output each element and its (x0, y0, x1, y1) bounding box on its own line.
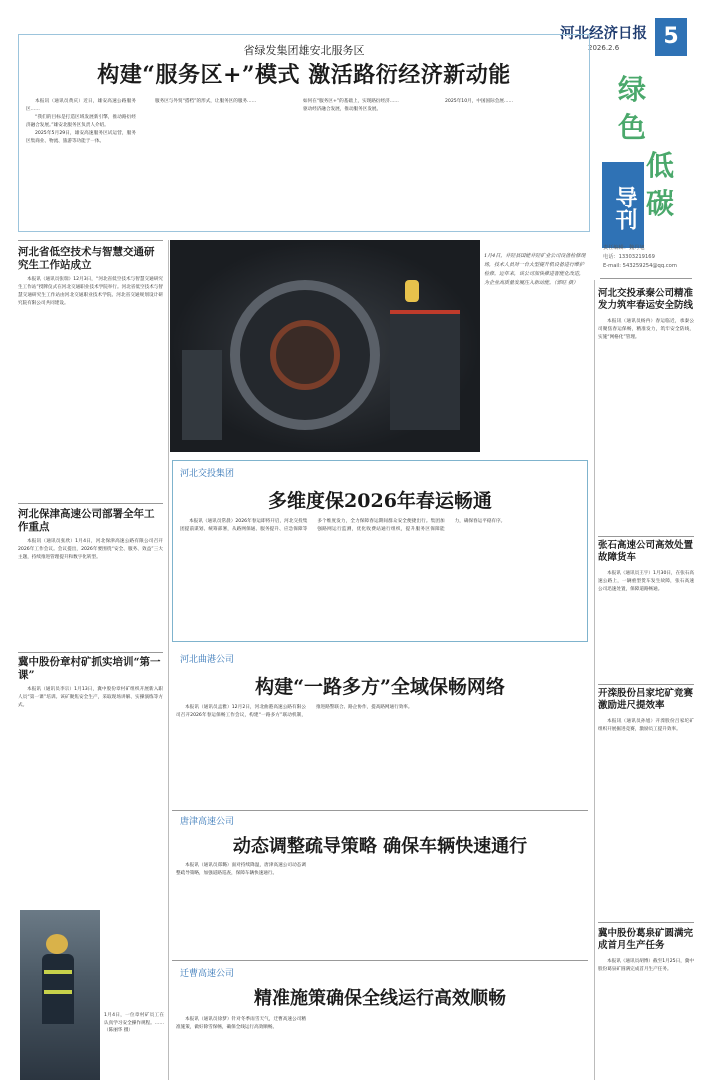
tangjin-label: 唐津高速公司 (180, 817, 235, 827)
left-story-2-body: 本报讯（通讯员张欣）1月4日，河北保津高速公路有限公司召开2026年工作会议。会议提出，2026年要围绕“安全、服务、效益”三大主题，持续推进管理提升和数字化转型。 (18, 539, 163, 561)
qiancao-body: 本报讯（通讯员徐梦）针对冬季雨雪天气，迁曹高速公司精准施策，做好除雪保畅，确保全线运行高效顺畅。 (176, 1017, 306, 1031)
left-story-2-title: 河北保津高速公司部署全年工作重点 (18, 508, 155, 533)
spring-transport-label: 河北交投集团 (180, 469, 235, 479)
miner-photo-caption: 1月4日，一位章村矿员工在认真学习安全操作规程。……（陈丽华 摄） (104, 1013, 164, 1033)
lead-body-col-4: 2025年10月，中国国际会展…… (445, 99, 514, 104)
left-story-1-body: 本报讯（通讯员张瑞）12月3日，“河北省低空技术与智慧交通研究生工作站”授牌仪式在河北交通职业技术学院举行。河北省低空技术与智慧交通研究生工作站由河北交通职业技术学院、河北省交通规划设计研究院有限公司共同建设。 (18, 277, 163, 307)
paper-name: 河北经济日报 (560, 25, 647, 42)
right-story-4-title: 冀中股份葛泉矿圆满完成首月生产任务 (598, 928, 694, 951)
spring-transport-body: 本报讯（通讯员常晨）2026年春运即将开启，河北交投集团提前谋划、统筹部署，从路网保通、服务提升、应急保障等多个维度发力，全力保障春运期间群众安全便捷出行。集团加强路网运行监测，优化收费站通行组织，提升服务区保障能力，确保春运平稳有序。 (180, 519, 506, 533)
lead-subtitle: 省绿发集团雄安北服务区 (243, 44, 365, 57)
lead-title: 构建“服务区+”模式 激活路衍经济新动能 (97, 62, 511, 88)
hebei-port-title: 构建“一路多方”全域保畅网络 (255, 676, 505, 698)
right-story-1-title: 河北交投承秦公司精准发力筑牢春运安全防线 (598, 288, 694, 311)
tangjin-title: 动态调整疏导策略 确保车辆快速通行 (232, 836, 528, 857)
editor-line: 责任编辑：魏丹旭 (603, 245, 645, 251)
left-story-3-title: 冀中股份章村矿抓实培训“第一课” (18, 656, 161, 681)
section-char-4: 碳 (646, 187, 675, 220)
lead-body-col-3: 如何在“服务区+”的基础上，实现路衍经济…… 驱动经济融合发展，推动服务区发展。 (303, 99, 399, 113)
right-story-3-title: 开滦股份吕家坨矿竞赛激励进尺提效率 (598, 688, 694, 711)
left-story-3-body: 本报讯（通讯员李宗）1月13日，冀中股份章村矿组织开展新入职人员“第一课”培训。该矿聚焦安全生产，采取现场讲解、实操演练等方式。 (18, 687, 163, 709)
section-banner (598, 62, 688, 240)
page-number: 5 (655, 18, 687, 56)
hebei-port-body: 本报讯（通讯员孟雅）12月2日，河北曲港高速公路有限公司召开2026年春运保畅工作会议，构建“一路多方”联动机制，推进路警联合、路企协作，提高路网通行效率。 (176, 705, 413, 719)
email-line: E-mail: 543259254@qq.com (603, 263, 677, 269)
miner-photo (20, 910, 100, 1080)
tangjin-body: 本报讯（通讯员郑璐）面对持续降温，唐津高速公司动态调整疏导策略，加强道路巡查，保障车辆快速通行。 (176, 863, 306, 877)
section-credits (603, 244, 693, 271)
mining-machine-photo (170, 240, 480, 452)
phone-line: 电话：13303219169 (603, 254, 655, 260)
right-story-2-body: 本报讯（通讯员王宇）1月30日，在张石高速公路上，一辆重型货车发生故障，张石高速公司迅速处置，保障道路畅通。 (598, 571, 694, 593)
qiancao-label: 迁曹高速公司 (180, 969, 235, 979)
mining-photo-caption: 1月4日，井陉县国能井陉矿业公司设备检修现场，技术人员对一台大型提升机设备进行维护检修。近年来，该公司加快推进智能化改造，为企业高质量发展注入新动能。（郭旺 摄） (484, 253, 586, 286)
lead-body-col-1: 本报讯（通讯员黄庆）近日，雄安高速公路服务区…… “我们的目标是打造区域发展新引擎，推动路衍经济融合发展。”雄安北服务区负责人介绍。 2025年5月29日，雄安高速服务区试运营，服务区集商业、物流、旅游等功能于一体。 (26, 99, 136, 145)
right-story-4-body: 本报讯（通讯员胡博）截至1月25日，冀中股份葛泉矿圆满完成首月生产任务。 (598, 959, 694, 973)
spring-transport-title: 多维度保2026年春运畅通 (268, 490, 492, 512)
issue-date: 2026.2.6 (588, 44, 620, 52)
section-char-2: 色 (618, 111, 647, 144)
right-story-2-title: 张石高速公司高效处置故障货车 (598, 540, 694, 563)
section-char-3: 低 (646, 149, 675, 182)
qiancao-title: 精准施策确保全线运行高效顺畅 (254, 988, 506, 1009)
right-story-1-body: 本报讯（通讯员杨冉）春运临近，承秦公司聚焦春运保畅，精准发力，筑牢安全防线，实施“网格化”管理。 (598, 319, 694, 341)
guide-label: 导刊 (602, 162, 644, 248)
left-story-1-title: 河北省低空技术与智慧交通研究生工作站成立 (18, 246, 155, 271)
hebei-port-label: 河北曲港公司 (180, 655, 235, 665)
right-story-3-body: 本报讯（通讯员孙旭）开滦股份吕家坨矿组织开展掘进竞赛，激励员工提升效率。 (598, 719, 694, 733)
section-char-1: 绿 (618, 73, 647, 106)
lead-body-col-2: 服务区与外贸“搭档”的形式，让服务区的服务…… (155, 99, 257, 104)
